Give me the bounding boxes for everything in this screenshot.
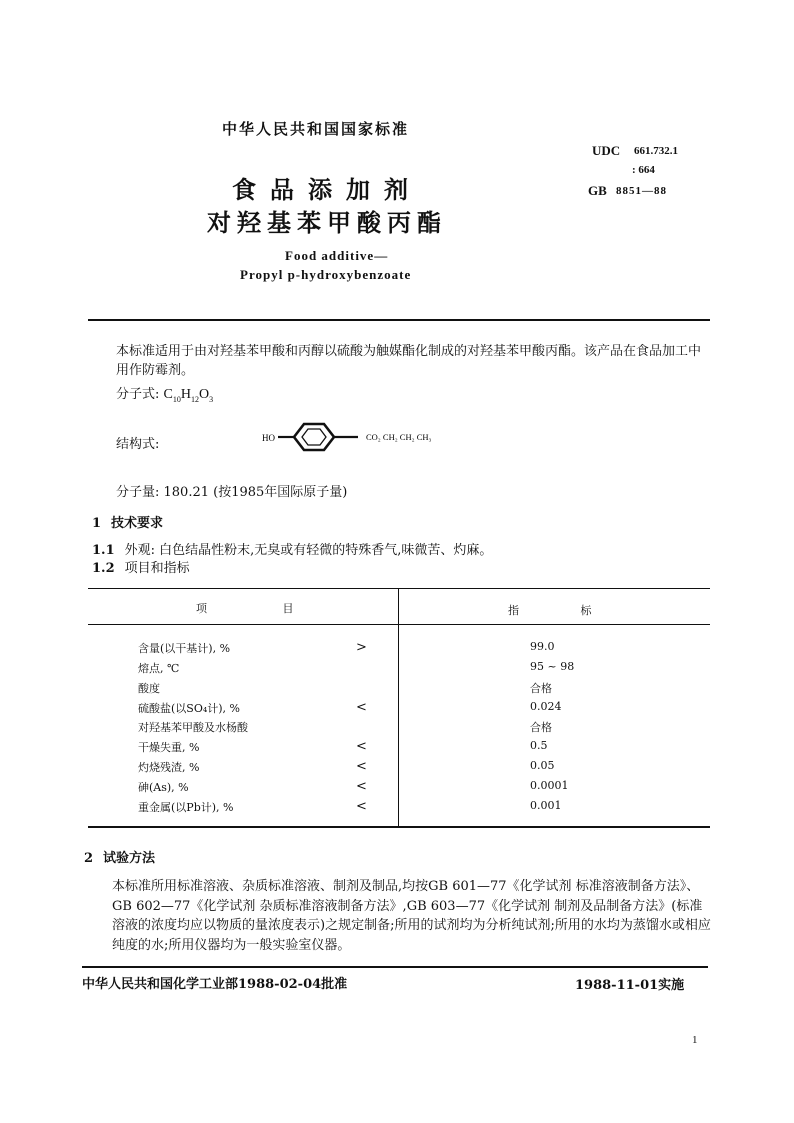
section-2-title: 试验方法 xyxy=(103,851,156,866)
title-english-line2: Propyl p-hydroxybenzoate xyxy=(240,267,412,282)
row-item-name: 酸度 xyxy=(138,682,160,695)
page-number: 1 xyxy=(692,1034,698,1046)
table-row xyxy=(0,660,794,679)
section-2-number: 2 xyxy=(84,851,94,866)
footer-divider xyxy=(82,966,708,968)
row-item-name: 干燥失重, % xyxy=(138,741,200,754)
row-value: 合格 xyxy=(530,682,552,695)
clause-1-2-number: 1.2 xyxy=(92,561,115,576)
row-value: 99.0 xyxy=(530,640,555,653)
table-header-item: 项 目 xyxy=(196,602,294,615)
structure-label: 结构式: xyxy=(116,437,160,452)
title-english-line1: Food additive— xyxy=(285,248,389,263)
row-item-name: 重金属(以Pb计), % xyxy=(138,801,234,814)
section-1-title: 技术要求 xyxy=(111,516,164,531)
table-header-index: 指 标 xyxy=(508,604,592,617)
row-value: 95 ~ 98 xyxy=(530,660,575,673)
section-1-number: 1 xyxy=(92,516,102,531)
row-value: 合格 xyxy=(530,721,552,734)
table-row xyxy=(0,700,794,719)
row-item-name: 对羟基苯甲酸及水杨酸 xyxy=(138,721,248,734)
table-row xyxy=(0,719,794,738)
row-value: 0.0001 xyxy=(530,779,569,792)
row-comparator: < xyxy=(356,700,367,715)
udc-label: UDC xyxy=(592,143,621,158)
approval-line: 中华人民共和国化学工业部1988-02-04批准 xyxy=(82,977,348,992)
intro-paragraph xyxy=(88,342,710,380)
row-value: 0.5 xyxy=(530,739,548,752)
table-header-rule xyxy=(88,624,710,625)
udc-code-1: 661.732.1 xyxy=(634,145,678,157)
row-item-name: 硫酸盐(以SO₄计), % xyxy=(138,702,240,715)
row-value: 0.05 xyxy=(530,759,555,772)
title-chinese-line2: 对羟基苯甲酸丙酯 xyxy=(207,209,447,237)
formula-value: $C_{10}H_{12}O_3$ xyxy=(163,387,214,404)
molecular-formula xyxy=(116,383,213,404)
formula-label: 分子式: xyxy=(116,387,160,402)
table-row xyxy=(0,799,794,818)
title-chinese-line1: 食品添加剂 xyxy=(232,176,422,204)
benzene-ring xyxy=(294,424,334,450)
row-item-name: 含量(以干基计), % xyxy=(138,642,231,655)
row-comparator: < xyxy=(356,759,367,774)
row-comparator: < xyxy=(356,779,367,794)
implementation-date: 1988-11-01实施 xyxy=(575,978,685,993)
header-divider xyxy=(88,319,710,321)
clause-1-1-number: 1.1 xyxy=(92,543,115,558)
gb-label: GB xyxy=(588,183,607,198)
table-row xyxy=(0,759,794,778)
national-standard-heading: 中华人民共和国国家标准 xyxy=(222,120,410,138)
table-bottom-rule xyxy=(88,826,710,828)
structural-formula xyxy=(258,420,488,454)
table-row xyxy=(0,640,794,659)
row-value: 0.001 xyxy=(530,799,562,812)
row-item-name: 砷(As), % xyxy=(138,781,189,794)
row-item-name: 熔点, ℃ xyxy=(138,662,180,675)
row-item-name: 灼烧残渣, % xyxy=(138,761,200,774)
benzene-inner-ring xyxy=(302,429,326,445)
intro-text: 本标准适用于由对羟基苯甲酸和丙醇以硫酸为触媒酯化制成的对羟基苯甲酸丙酯。该产品在食品加工中用作防霉剂。 xyxy=(116,344,702,378)
structure-ho-label: HO xyxy=(262,433,275,443)
table-top-rule xyxy=(88,588,710,589)
row-comparator: < xyxy=(356,799,367,814)
clause-1-2-text: 项目和指标 xyxy=(124,561,190,576)
section-2-text: 本标准所用标准溶液、杂质标准溶液、制剂及制品,均按GB 601—77《化学试剂 标准溶液制备方法》、GB 602—77《化学试剂 杂质标准溶液制备方法》,GB 603—77《化学试剂 制剂及品制备方法》(标准溶液的浓度均应以物质的量浓度表示)之规定制备;所用的试剂均为分析纯试剂;所用的水均为蒸馏水或相应纯度的水;所用仪器均为一般实验室仪器。 xyxy=(112,879,711,953)
clause-1-1-text: 外观: 白色结晶性粉末,无臭或有轻微的特殊香气,味微苦、灼麻。 xyxy=(124,543,493,558)
structure-ester-chain: CO₂ CH₂ CH₂ CH₃ xyxy=(366,432,432,442)
row-comparator: < xyxy=(356,739,367,754)
gb-number: 8851—88 xyxy=(616,185,667,197)
section-2-heading xyxy=(84,847,155,866)
clause-1-1 xyxy=(92,539,492,558)
row-value: 0.024 xyxy=(530,700,562,713)
table-row xyxy=(0,739,794,758)
row-comparator: > xyxy=(356,640,367,655)
udc-code-2: : 664 xyxy=(632,164,655,176)
section-2-paragraph xyxy=(84,877,712,955)
molecular-weight: 分子量: 180.21 (按1985年国际原子量) xyxy=(116,485,348,500)
clause-1-2 xyxy=(92,557,190,576)
table-row xyxy=(0,680,794,699)
table-row xyxy=(0,779,794,798)
section-1-heading xyxy=(92,512,163,531)
